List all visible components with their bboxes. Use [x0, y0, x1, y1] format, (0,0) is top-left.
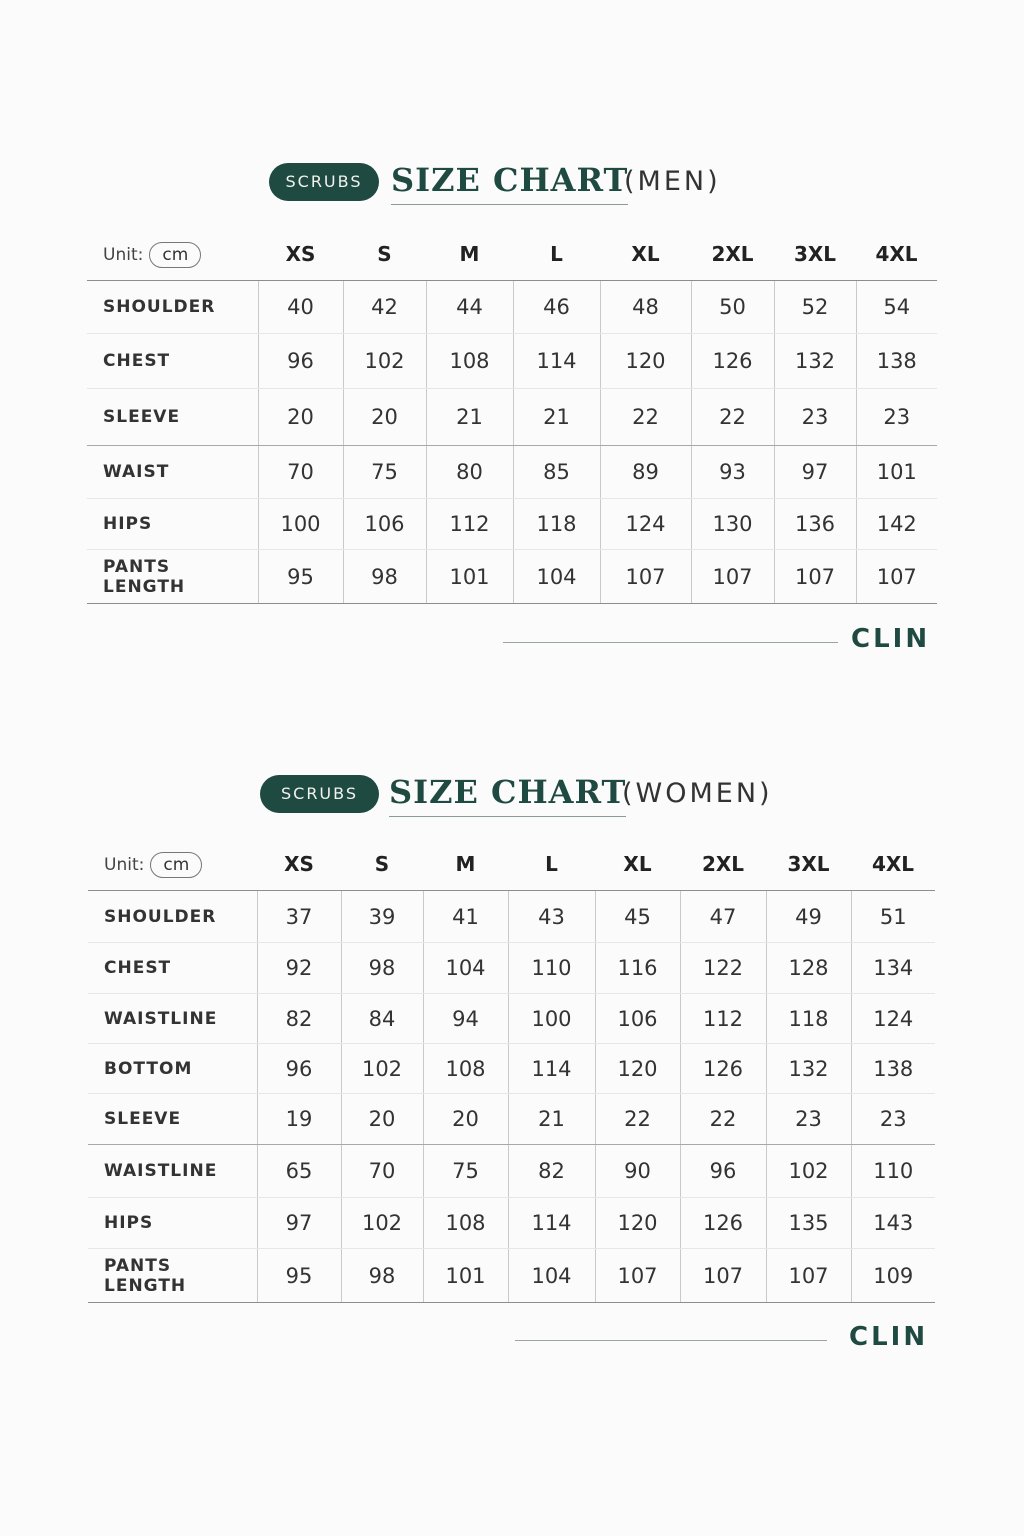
- table-cell: 136: [774, 499, 856, 550]
- row-label: HIPS: [88, 1198, 257, 1249]
- row-label: SLEEVE: [88, 1094, 257, 1145]
- table-cell: 70: [258, 446, 343, 499]
- men-size-header: XS: [258, 228, 343, 281]
- table-cell: 110: [851, 1145, 935, 1198]
- women-brand-line: [515, 1340, 827, 1341]
- table-cell: 124: [851, 994, 935, 1044]
- table-cell: 110: [508, 943, 595, 994]
- table-cell: 48: [600, 281, 691, 334]
- table-cell: 101: [426, 550, 513, 604]
- table-cell: 44: [426, 281, 513, 334]
- women-size-header: 2XL: [680, 838, 766, 891]
- women-chart-subtitle: (WOMEN): [622, 778, 773, 809]
- table-row: [88, 891, 935, 943]
- table-cell: 108: [423, 1044, 508, 1094]
- row-label: PANTS LENGTH: [87, 550, 258, 604]
- table-row: [88, 994, 935, 1044]
- table-row: [87, 446, 937, 499]
- table-cell: 90: [595, 1145, 680, 1198]
- table-cell: 92: [257, 943, 341, 994]
- table-row: [88, 1145, 935, 1198]
- table-cell: 23: [766, 1094, 851, 1145]
- women-scrubs-badge: SCRUBS: [260, 775, 379, 813]
- women-table-body: [88, 891, 935, 1303]
- table-row: [87, 334, 937, 389]
- table-cell: 118: [766, 994, 851, 1044]
- table-cell: 107: [680, 1249, 766, 1303]
- table-cell: 138: [856, 334, 937, 389]
- women-size-header: XS: [257, 838, 341, 891]
- table-cell: 84: [341, 994, 423, 1044]
- women-unit-label: Unit:: [104, 854, 145, 875]
- men-size-header: XL: [600, 228, 691, 281]
- table-cell: 21: [508, 1094, 595, 1145]
- table-cell: 23: [851, 1094, 935, 1145]
- table-cell: 108: [426, 334, 513, 389]
- table-cell: 54: [856, 281, 937, 334]
- table-cell: 135: [766, 1198, 851, 1249]
- women-size-header: XL: [595, 838, 680, 891]
- table-cell: 114: [513, 334, 600, 389]
- table-cell: 40: [258, 281, 343, 334]
- table-cell: 132: [766, 1044, 851, 1094]
- table-cell: 89: [600, 446, 691, 499]
- table-row: [88, 1198, 935, 1249]
- table-cell: 22: [680, 1094, 766, 1145]
- men-brand-line: [503, 642, 838, 643]
- table-cell: 100: [508, 994, 595, 1044]
- row-label: WAIST: [87, 446, 258, 499]
- women-size-header: M: [423, 838, 508, 891]
- men-unit-label: Unit:: [103, 244, 144, 265]
- table-cell: 46: [513, 281, 600, 334]
- table-row: [88, 1094, 935, 1145]
- men-size-table: [87, 228, 937, 604]
- men-size-header: 4XL: [856, 228, 937, 281]
- table-cell: 101: [423, 1249, 508, 1303]
- table-cell: 124: [600, 499, 691, 550]
- men-size-header: 2XL: [691, 228, 774, 281]
- table-cell: 114: [508, 1044, 595, 1094]
- table-cell: 118: [513, 499, 600, 550]
- table-cell: 126: [680, 1044, 766, 1094]
- row-label: CHEST: [88, 943, 257, 994]
- table-cell: 22: [600, 389, 691, 446]
- table-cell: 102: [343, 334, 426, 389]
- table-cell: 128: [766, 943, 851, 994]
- row-label: SLEEVE: [87, 389, 258, 446]
- table-cell: 97: [774, 446, 856, 499]
- table-cell: 98: [341, 943, 423, 994]
- table-cell: 75: [343, 446, 426, 499]
- table-cell: 107: [595, 1249, 680, 1303]
- table-cell: 143: [851, 1198, 935, 1249]
- table-cell: 49: [766, 891, 851, 943]
- table-cell: 82: [257, 994, 341, 1044]
- table-cell: 104: [508, 1249, 595, 1303]
- row-label: BOTTOM: [88, 1044, 257, 1094]
- row-label: SHOULDER: [88, 891, 257, 943]
- table-cell: 47: [680, 891, 766, 943]
- table-cell: 107: [691, 550, 774, 604]
- men-scrubs-badge: SCRUBS: [269, 163, 379, 201]
- men-chart-subtitle: (MEN): [624, 166, 721, 197]
- women-chart-title: SIZE CHART: [389, 772, 626, 817]
- table-cell: 107: [774, 550, 856, 604]
- table-cell: 101: [856, 446, 937, 499]
- table-cell: 50: [691, 281, 774, 334]
- table-cell: 96: [680, 1145, 766, 1198]
- table-row: [88, 1249, 935, 1303]
- men-unit: [87, 228, 258, 281]
- women-unit-value: cm: [150, 852, 202, 878]
- table-cell: 52: [774, 281, 856, 334]
- table-cell: 102: [766, 1145, 851, 1198]
- men-size-header: M: [426, 228, 513, 281]
- table-cell: 120: [600, 334, 691, 389]
- table-cell: 102: [341, 1198, 423, 1249]
- men-chart-title: SIZE CHART: [391, 160, 628, 205]
- table-row: [87, 389, 937, 446]
- table-cell: 51: [851, 891, 935, 943]
- table-cell: 114: [508, 1198, 595, 1249]
- table-cell: 95: [258, 550, 343, 604]
- table-cell: 95: [257, 1249, 341, 1303]
- table-cell: 20: [343, 389, 426, 446]
- table-cell: 120: [595, 1044, 680, 1094]
- table-cell: 39: [341, 891, 423, 943]
- table-cell: 112: [680, 994, 766, 1044]
- table-cell: 96: [257, 1044, 341, 1094]
- table-cell: 94: [423, 994, 508, 1044]
- table-cell: 70: [341, 1145, 423, 1198]
- row-label: WAISTLINE: [88, 1145, 257, 1198]
- table-cell: 106: [343, 499, 426, 550]
- table-cell: 120: [595, 1198, 680, 1249]
- table-row: [87, 281, 937, 334]
- table-cell: 107: [766, 1249, 851, 1303]
- women-header-row: [88, 838, 935, 891]
- table-cell: 19: [257, 1094, 341, 1145]
- women-size-table: [88, 838, 935, 1303]
- table-cell: 122: [680, 943, 766, 994]
- table-cell: 106: [595, 994, 680, 1044]
- table-cell: 109: [851, 1249, 935, 1303]
- table-cell: 45: [595, 891, 680, 943]
- row-label: WAISTLINE: [88, 994, 257, 1044]
- men-size-header: 3XL: [774, 228, 856, 281]
- table-cell: 42: [343, 281, 426, 334]
- table-cell: 126: [691, 334, 774, 389]
- men-header-row: [87, 228, 937, 281]
- table-cell: 22: [595, 1094, 680, 1145]
- row-label: HIPS: [87, 499, 258, 550]
- table-cell: 130: [691, 499, 774, 550]
- row-label: SHOULDER: [87, 281, 258, 334]
- table-cell: 82: [508, 1145, 595, 1198]
- men-size-header: S: [343, 228, 426, 281]
- table-cell: 20: [423, 1094, 508, 1145]
- table-cell: 23: [856, 389, 937, 446]
- table-cell: 85: [513, 446, 600, 499]
- table-cell: 20: [341, 1094, 423, 1145]
- table-cell: 134: [851, 943, 935, 994]
- table-cell: 102: [341, 1044, 423, 1094]
- men-size-header: L: [513, 228, 600, 281]
- table-cell: 80: [426, 446, 513, 499]
- table-cell: 41: [423, 891, 508, 943]
- table-cell: 107: [856, 550, 937, 604]
- men-brand-logo: CLIN: [851, 624, 931, 654]
- table-cell: 98: [343, 550, 426, 604]
- table-cell: 37: [257, 891, 341, 943]
- table-cell: 75: [423, 1145, 508, 1198]
- table-cell: 107: [600, 550, 691, 604]
- row-label: PANTS LENGTH: [88, 1249, 257, 1303]
- women-size-header: 3XL: [766, 838, 851, 891]
- table-cell: 108: [423, 1198, 508, 1249]
- table-cell: 112: [426, 499, 513, 550]
- table-cell: 96: [258, 334, 343, 389]
- table-cell: 22: [691, 389, 774, 446]
- women-size-header: L: [508, 838, 595, 891]
- men-unit-value: cm: [149, 242, 201, 268]
- table-cell: 21: [426, 389, 513, 446]
- table-row: [88, 1044, 935, 1094]
- table-cell: 93: [691, 446, 774, 499]
- table-cell: 23: [774, 389, 856, 446]
- women-size-header: 4XL: [851, 838, 935, 891]
- men-table-body: [87, 281, 937, 604]
- table-cell: 142: [856, 499, 937, 550]
- table-cell: 126: [680, 1198, 766, 1249]
- table-cell: 100: [258, 499, 343, 550]
- table-cell: 97: [257, 1198, 341, 1249]
- table-cell: 138: [851, 1044, 935, 1094]
- table-cell: 104: [423, 943, 508, 994]
- table-cell: 43: [508, 891, 595, 943]
- table-cell: 104: [513, 550, 600, 604]
- row-label: CHEST: [87, 334, 258, 389]
- table-cell: 116: [595, 943, 680, 994]
- table-cell: 21: [513, 389, 600, 446]
- women-unit: [88, 838, 257, 891]
- table-cell: 98: [341, 1249, 423, 1303]
- table-cell: 20: [258, 389, 343, 446]
- table-row: [88, 943, 935, 994]
- women-brand-logo: CLIN: [849, 1322, 929, 1352]
- table-row: [87, 550, 937, 604]
- table-row: [87, 499, 937, 550]
- table-cell: 65: [257, 1145, 341, 1198]
- women-size-header: S: [341, 838, 423, 891]
- table-cell: 132: [774, 334, 856, 389]
